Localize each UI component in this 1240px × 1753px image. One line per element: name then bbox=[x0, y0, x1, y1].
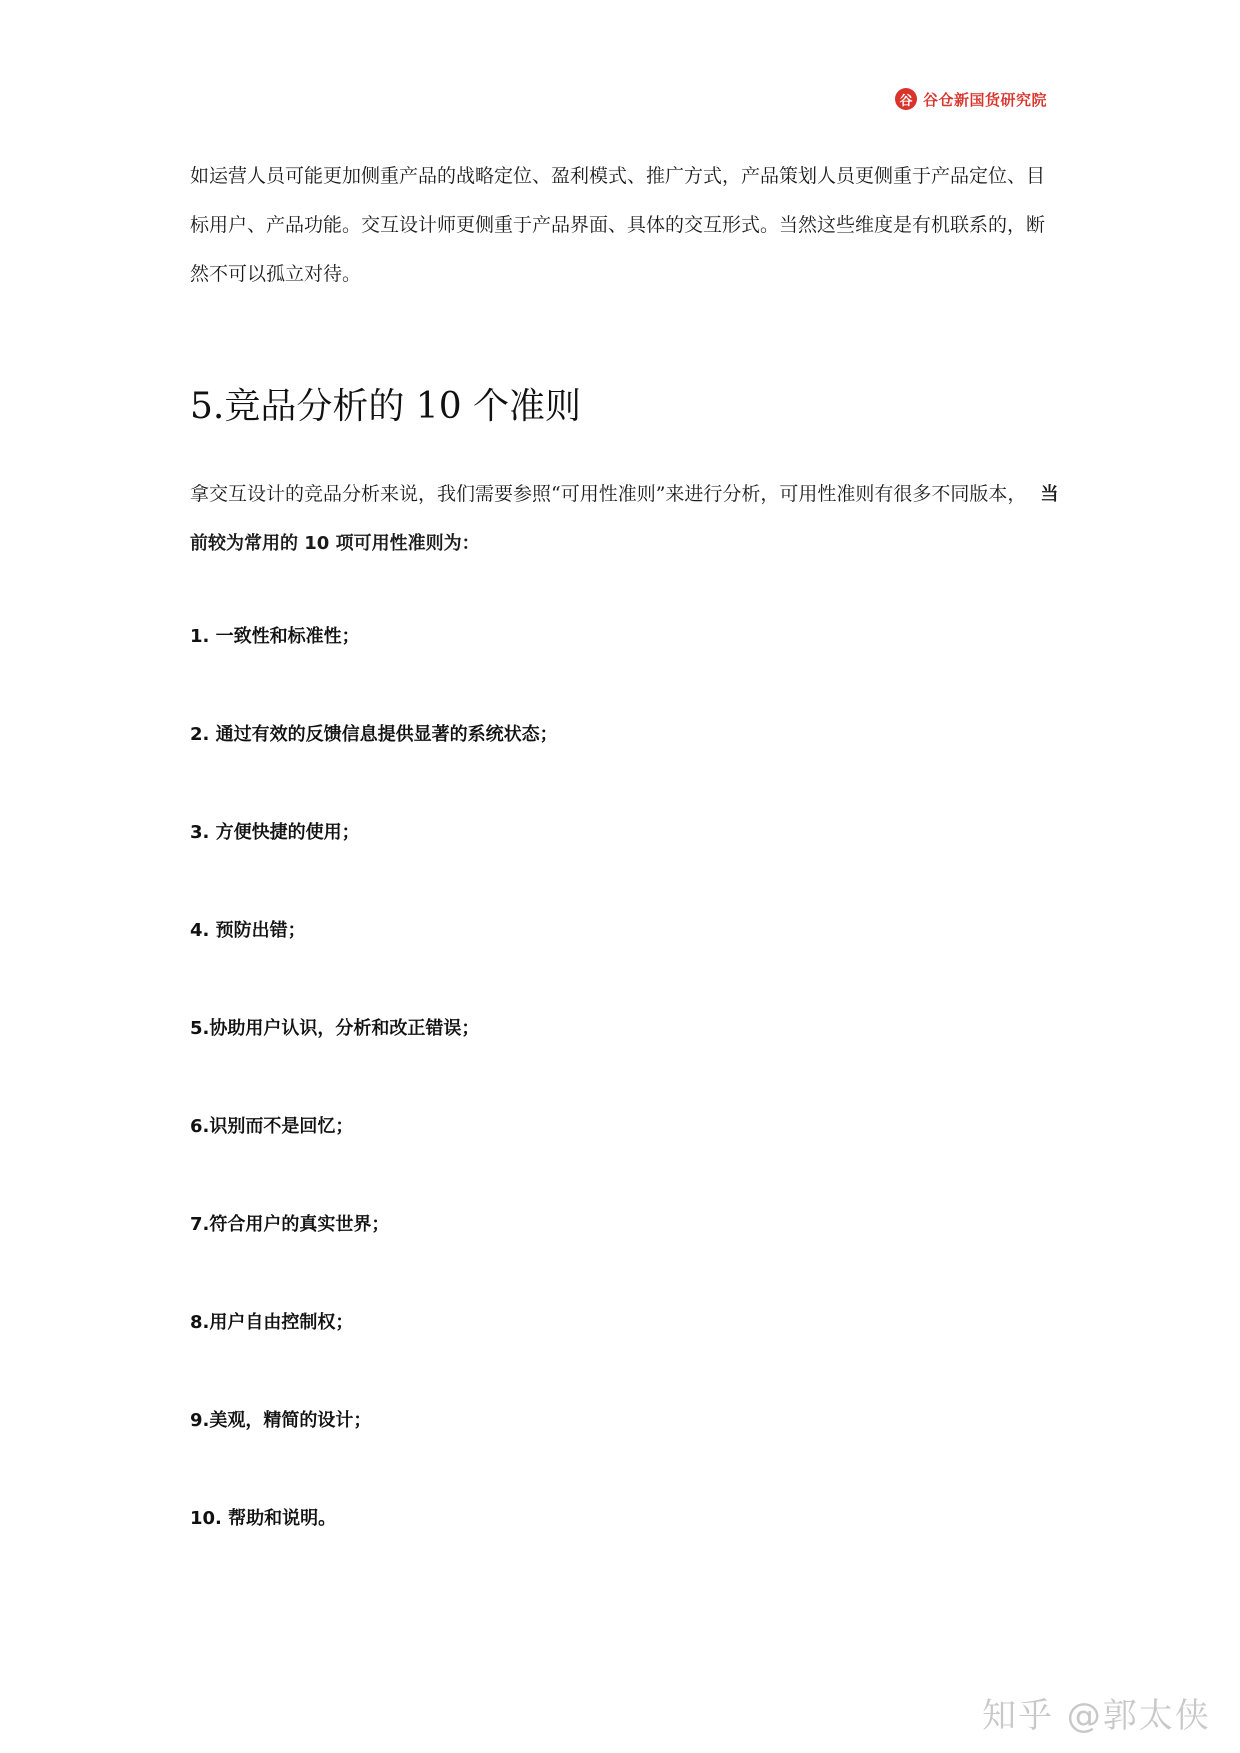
rule-item: 2. 通过有效的反馈信息提供显著的系统状态； bbox=[190, 724, 558, 745]
rule-item: 3. 方便快捷的使用； bbox=[190, 822, 360, 843]
intro-paragraph: 如运营人员可能更加侧重产品的战略定位、盈利模式、推广方式，产品策划人员更侧重于产品定位、目标用户、产品功能。交互设计师更侧重于产品界面、具体的交互形式。当然这些维度是有机联系的，断然不可以孤立对待。 bbox=[190, 165, 1046, 285]
rule-item: 8.用户自由控制权； bbox=[190, 1312, 354, 1333]
section-title: 5.竞品分析的 10 个准则 bbox=[190, 386, 582, 427]
lead-paragraph bbox=[190, 470, 1060, 568]
lead-bold-text: 当前较为常用的 10 项可用性准则为： bbox=[190, 484, 1059, 554]
rule-item: 5.协助用户认识，分析和改正错误； bbox=[190, 1018, 480, 1039]
rule-item: 7.符合用户的真实世界； bbox=[190, 1214, 390, 1235]
lead-text: 拿交互设计的竞品分析来说，我们需要参照“可用性准则”来进行分析，可用性准则有很多不同版本， bbox=[190, 483, 1027, 505]
rule-item: 1. 一致性和标准性； bbox=[190, 626, 360, 647]
rule-item: 10. 帮助和说明。 bbox=[190, 1508, 337, 1529]
rule-item: 9.美观，精简的设计； bbox=[190, 1410, 372, 1431]
logo-text: 谷仓新国货研究院 bbox=[923, 90, 1048, 109]
logo-mark-icon: 谷 bbox=[895, 88, 917, 110]
rule-item: 6.识别而不是回忆； bbox=[190, 1116, 354, 1137]
watermark: 知乎 @郭太侠 bbox=[982, 1696, 1211, 1736]
usability-rules-list bbox=[190, 622, 558, 1602]
publisher-logo bbox=[895, 88, 1047, 110]
rule-item: 4. 预防出错； bbox=[190, 920, 306, 941]
